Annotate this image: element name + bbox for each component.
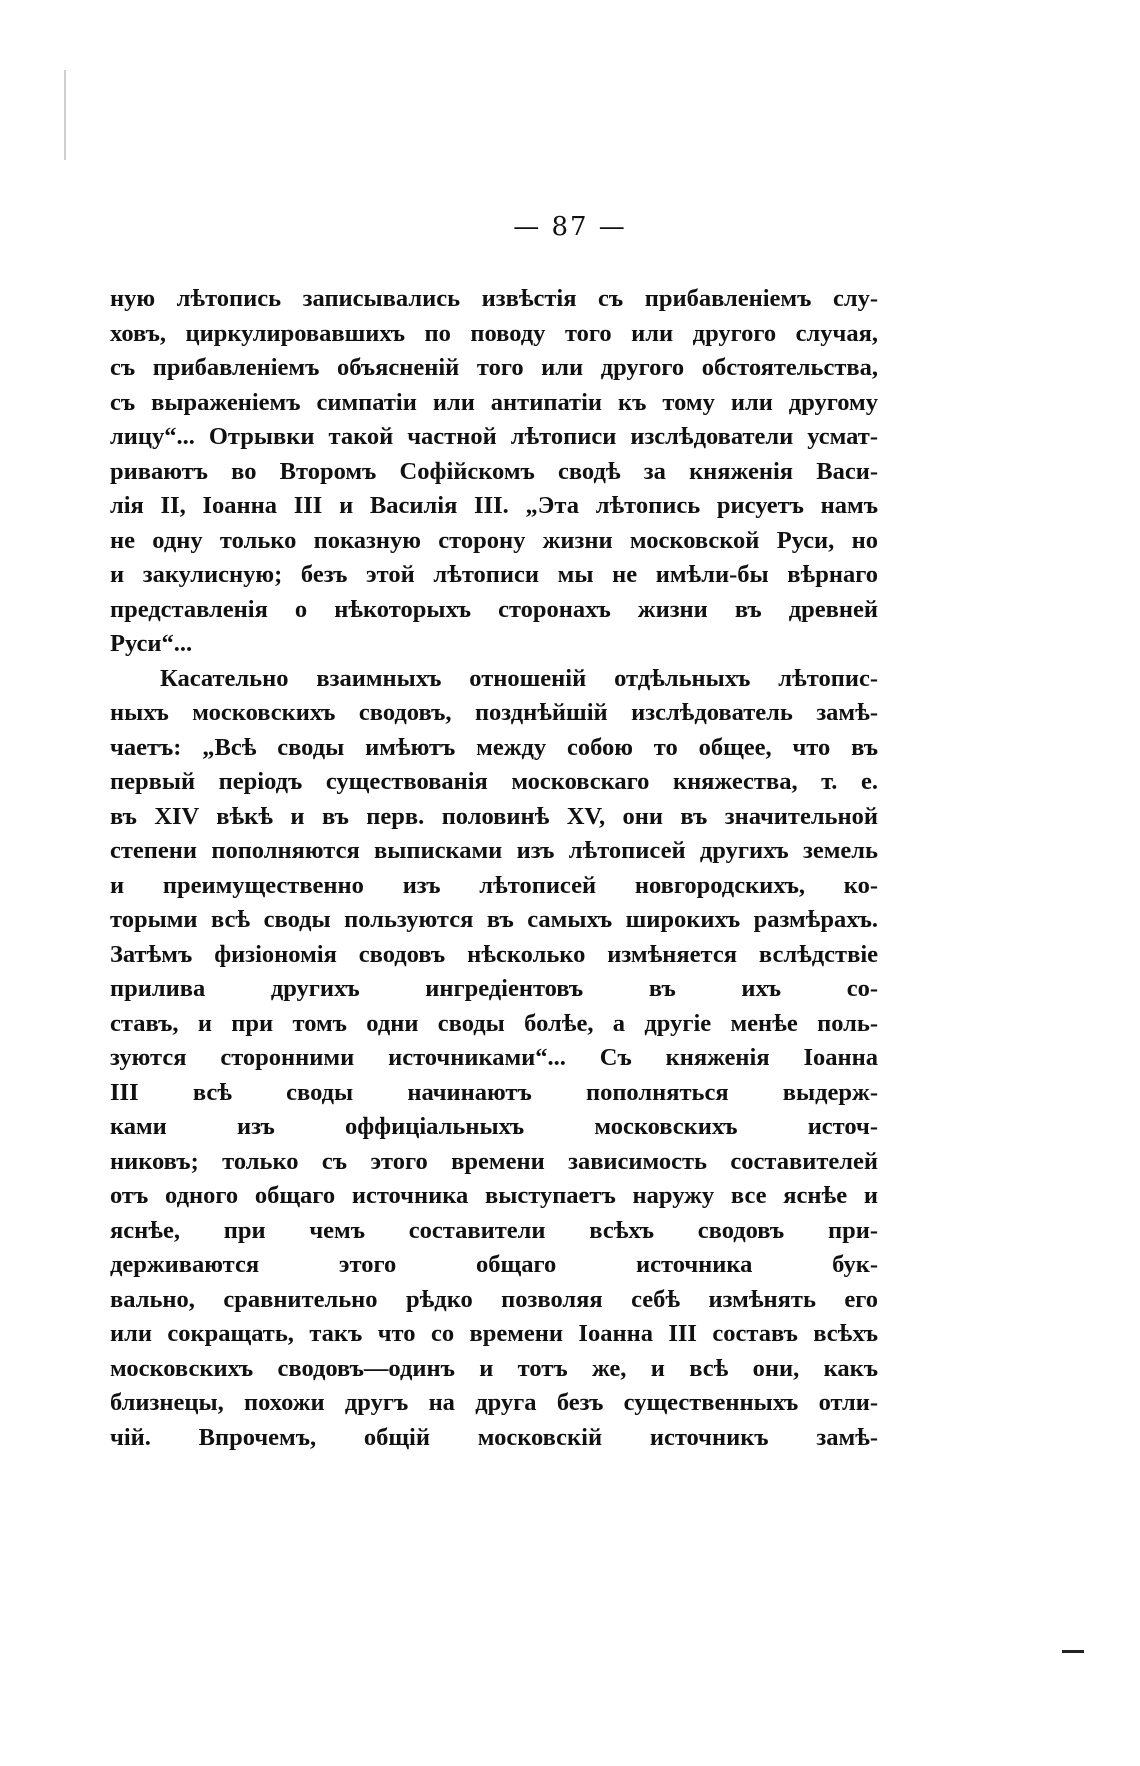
text-line: Затѣмъ физіономія сводовъ нѣсколько измѣняется вслѣдствіе [110,940,878,968]
text-line: ставъ, и при томъ одни своды болѣе, а другіе менѣе поль- [110,1009,878,1037]
text-line: и преимущественно изъ лѣтописей новгородскихъ, ко- [110,871,878,899]
body-text [110,282,878,1455]
text-line: степени пополняются выписками изъ лѣтописей другихъ земель [110,837,878,864]
text-line: ховъ, циркулировавшихъ по поводу того или другого случая, [110,319,878,347]
text-line: чій. Впрочемъ, общій московскій источникъ замѣ- [110,1423,878,1451]
page-number: — 87 — [513,212,627,242]
text-line: никовъ; только съ этого времени зависимость составителей [110,1147,878,1175]
text-line: близнецы, похожи другъ на друга безъ существенныхъ отли- [110,1389,878,1416]
text-line: не одну только показную сторону жизни московской Руси, но [110,526,878,554]
scan-edge-artifact [64,70,66,160]
text-line: ныхъ московскихъ сводовъ, позднѣйшій изслѣдователь замѣ- [110,699,878,726]
text-line: торыми всѣ своды пользуются въ самыхъ широкихъ размѣрахъ. [110,906,878,933]
text-line: Касательно взаимныхъ отношеній отдѣльныхъ лѣтопис- [160,664,878,692]
paragraph-1 [110,282,878,662]
text-line: или сокращать, такъ что со времени Іоанна III составъ всѣхъ [110,1320,878,1347]
text-line: риваютъ во Второмъ Софійскомъ сводѣ за княженія Васи- [110,457,878,485]
text-line: съ выраженіемъ симпатіи или антипатіи къ тому или другому [110,388,878,416]
text-line: прилива другихъ ингредіентовъ въ ихъ со- [110,975,878,1002]
text-line: представленія о нѣкоторыхъ сторонахъ жизни въ древней [110,595,878,623]
text-line: яснѣе, при чемъ составители всѣхъ сводовъ при- [110,1216,878,1244]
text-line: III всѣ своды начинаютъ пополняться выдерж- [110,1078,878,1106]
text-line: московскихъ сводовъ—одинъ и тотъ же, и всѣ они, какъ [110,1354,878,1382]
text-line: лицу“... Отрывки такой частной лѣтописи изслѣдователи усмат- [110,423,878,450]
text-line: держиваются этого общаго источника бук- [110,1251,878,1278]
text-line: Руси“... [110,630,193,657]
text-line: и закулисную; безъ этой лѣтописи мы не имѣли-бы вѣрнаго [110,561,878,588]
text-line: ками изъ оффиціальныхъ московскихъ источ- [110,1113,878,1140]
text-line: съ прибавленіемъ объясненій того или другого обстоятельства, [110,354,878,381]
text-line: зуются сторонними источниками“... Съ княженія Іоанна [110,1044,878,1071]
text-line: отъ одного общаго источника выступаетъ наружу все яснѣе и [110,1182,878,1209]
text-line: чаетъ: „Всѣ своды имѣютъ между собою то общее, что въ [110,733,878,761]
text-line: лія II, Іоанна III и Василія III. „Эта лѣтопись рисуетъ намъ [110,492,878,519]
text-line: вально, сравнительно рѣдко позволяя себѣ измѣнять его [110,1285,878,1313]
text-line: въ XIV вѣкѣ и въ перв. половинѣ XV, они въ значительной [110,802,878,830]
text-line: ную лѣтопись записывались извѣстія съ прибавленіемъ слу- [110,285,878,312]
text-line: первый періодъ существованія московскаго княжества, т. е. [110,768,878,795]
paragraph-2 [110,662,878,1456]
scan-mark-artifact [1062,1650,1084,1653]
